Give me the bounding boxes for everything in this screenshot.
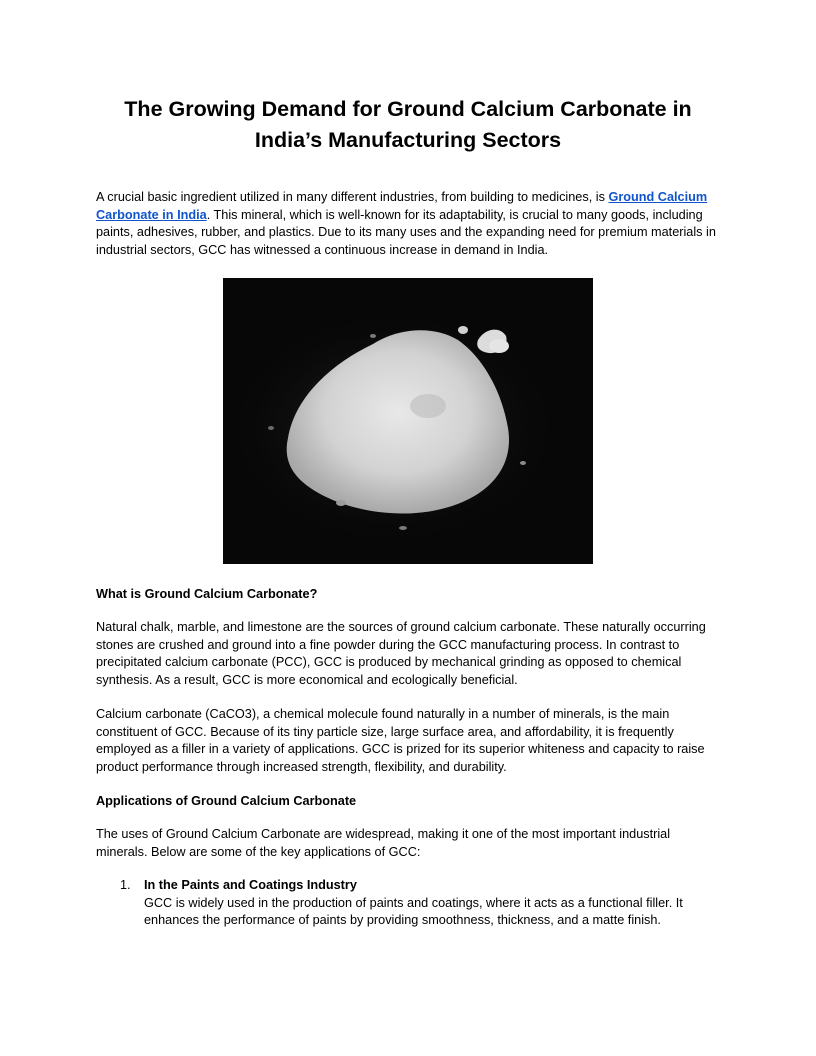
gcc-india-link[interactable]: Ground Calcium Carbonate in India: [96, 190, 708, 222]
intro-paragraph: [96, 189, 722, 259]
section-heading-what-is-gcc: What is Ground Calcium Carbonate?: [96, 587, 318, 601]
list-item-text: GCC is widely used in the production of paints and coatings, where it acts as a functional filler. It enhances the performance of paints by providing smoothness, thickness, and a matte finish.: [144, 895, 683, 927]
powder-pile-image: [223, 278, 593, 564]
section1-paragraph-1: Natural chalk, marble, and limestone are the sources of ground calcium carbonate. These naturally occurring stones are crushed and ground into a fine powder during the GCC manufacturing process. In contrast to precipitated calcium carbonate (PCC), GCC is produced by mechanical grinding as opposed to chemical synthesis. As a result, GCC is more economical and ecologically beneficial.: [96, 620, 706, 687]
list-item-content: [144, 877, 722, 930]
section2-paragraph-1: The uses of Ground Calcium Carbonate are widespread, making it one of the most important industrial minerals. Below are some of the key applications of GCC:: [96, 827, 671, 859]
section1-paragraph-2: Calcium carbonate (CaCO3), a chemical molecule found naturally in a number of minerals, is the main constituent of GCC. Because of its tiny particle size, large surface area, and affordability, it is frequently employed as a filler in a variety of applications. GCC is prized for its superior whiteness and capacity to raise product performance through increased strength, flexibility, and durability.: [96, 707, 705, 774]
intro-text-end: . This mineral, which is well-known for its adaptability, is crucial to many goods, including paints, adhesives, rubber, and plastics. Due to its many uses and the expanding need for premium materials in industrial sectors, GCC has witnessed a continuous increase in demand in India.: [96, 207, 716, 257]
section-heading-applications: Applications of Ground Calcium Carbonate: [96, 794, 357, 808]
list-item-title: In the Paints and Coatings Industry: [144, 878, 357, 892]
title-line-2: India’s Manufacturing Sectors: [254, 128, 562, 152]
list-item-number: 1.: [120, 878, 131, 892]
document-title: [96, 94, 720, 156]
title-line-1: The Growing Demand for Ground Calcium Carbonate in: [124, 97, 692, 121]
calcium-carbonate-powder-photo: [223, 278, 593, 564]
intro-text-start: A crucial basic ingredient utilized in many different industries, from building to medicines, is: [96, 190, 609, 204]
